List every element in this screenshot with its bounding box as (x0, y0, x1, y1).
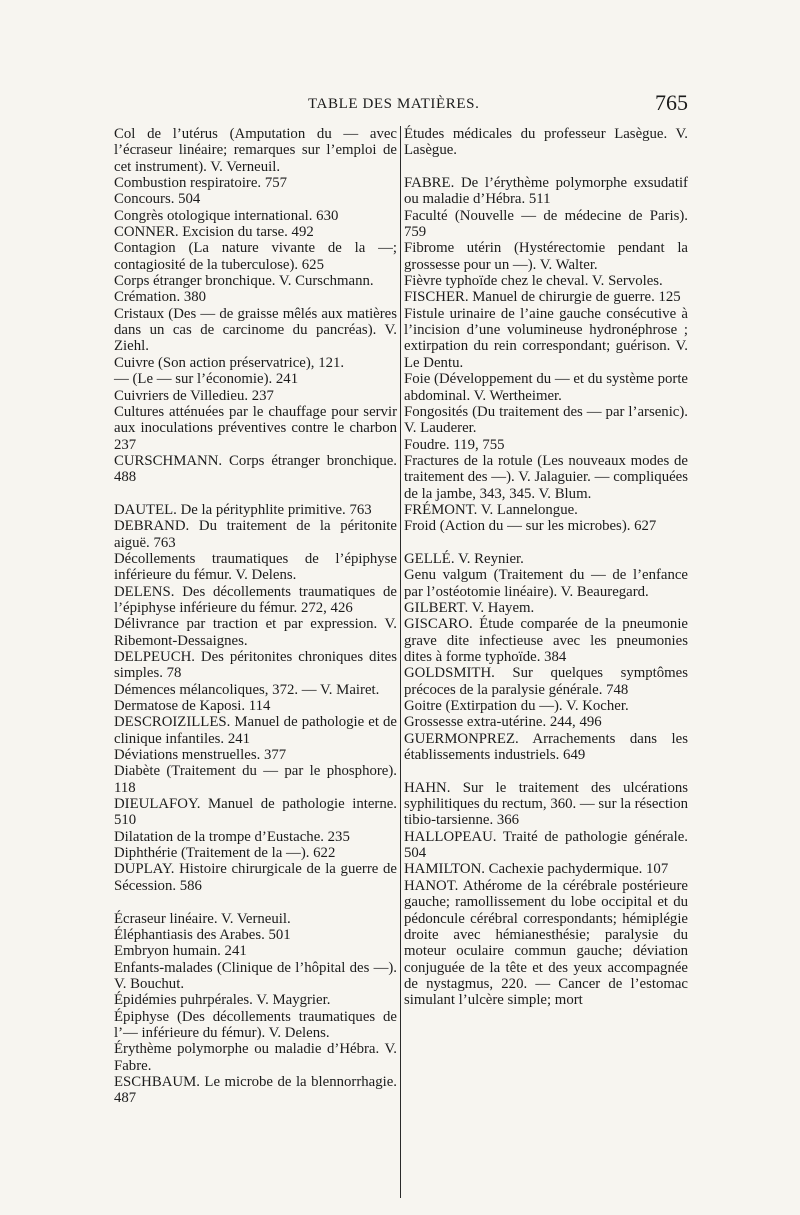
index-entry: HANOT. Athérome de la cérébrale postérieure gauche; ramollissement du lobe occipital et du pédoncule cérébral correspondants; hémiplégie droite avec hémianesthésie; paralysie du moteur oculaire commun gauche; déviation conjuguée de la tête et des yeux accompagnée de nystagmus, 220. — Cancer de l’estomac simulant l’ulcère simple; mort (404, 877, 688, 1009)
index-entry: Délivrance par traction et par expression. V. Ribemont-Dessaignes. (114, 616, 397, 649)
index-entry: Déviations menstruelles. 377 (114, 747, 287, 764)
index-entry: Concours. 504 (114, 191, 201, 208)
index-entry: Combustion respiratoire. 757 (114, 175, 288, 192)
index-entry: Fibrome utérin (Hystérectomie pendant la grossesse pour un —). V. Walter. (404, 240, 688, 273)
index-entry: Foie (Développement du — et du système porte abdominal. V. Wertheimer. (404, 371, 688, 404)
index-entry: HAMILTON. Cachexie pachydermique. 107 (404, 861, 669, 878)
index-column-right (404, 126, 688, 1009)
index-entry: DAUTEL. De la pérityphlite primitive. 763 (114, 501, 372, 518)
index-entry: Embryon humain. 241 (114, 943, 247, 960)
index-entry: Contagion (La nature vivante de la —; contagiosité de la tuberculose). 625 (114, 240, 397, 273)
index-entry: GISCARO. Étude comparée de la pneumonie grave dite infectieuse avec les pneumonies dites à forme typhoïde. 384 (404, 616, 688, 665)
index-entry: — (Le — sur l’économie). 241 (114, 371, 299, 388)
index-entry: Crémation. 380 (114, 289, 207, 306)
index-entry: Études médicales du professeur Lasègue. V. Lasègue. (404, 126, 688, 159)
index-entry: Démences mélancoliques, 372. — V. Mairet. (114, 681, 380, 698)
index-entry: Dilatation de la trompe d’Eustache. 235 (114, 828, 350, 845)
index-entry: DELENS. Des décollements traumatiques de l’épiphyse inférieure du fémur. 272, 426 (114, 583, 397, 616)
index-entry: Froid (Action du — sur les microbes). 627 (404, 518, 657, 535)
index-entry: Cristaux (Des — de graisse mêlés aux matières dans un cas de carcinome du pancréas). V. Ziehl. (114, 305, 397, 355)
section-gap (114, 486, 397, 502)
index-entry: Fistule urinaire de l’aine gauche consécutive à l’incision d’une volumineuse hydronéphrose ; extirpation du rein correspondant; guérison. V. Le Dentu. (404, 305, 688, 371)
index-entry: GOLDSMITH. Sur quelques symptômes précoces de la paralysie générale. 748 (404, 665, 688, 698)
index-entry: Érythème polymorphe ou maladie d’Hébra. V. Fabre. (114, 1041, 397, 1074)
index-entry: Faculté (Nouvelle — de médecine de Paris). 759 (404, 207, 688, 241)
index-entry: Cuivre (Son action préservatrice), 121. (114, 354, 345, 371)
section-gap (114, 894, 397, 910)
index-column-left (114, 126, 397, 1107)
running-title: TABLE DES MATIÈRES. (308, 96, 480, 112)
index-entry: Fièvre typhoïde chez le cheval. V. Servoles. (404, 273, 663, 290)
index-entry: Fractures de la rotule (Les nouveaux modes de traitement des —). V. Jalaguier. — compliquées de la jambe, 343, 345. V. Blum. (404, 452, 688, 502)
index-entry: GILBERT. V. Hayem. (404, 599, 535, 616)
index-entry: GELLÉ. V. Reynier. (404, 550, 524, 567)
index-entry: FISCHER. Manuel de chirurgie de guerre. 125 (404, 289, 681, 306)
index-entry: Congrès otologique international. 630 (114, 207, 339, 224)
index-entry: DELPEUCH. Des péritonites chroniques dites simples. 78 (114, 649, 397, 682)
index-entry: Éléphantiasis des Arabes. 501 (114, 926, 291, 943)
index-entry: Col de l’utérus (Amputation du — avec l’écraseur linéaire; remarques sur l’emploi de cet instrument). V. Verneuil. (114, 126, 397, 175)
index-entry: DEBRAND. Du traitement de la péritonite aiguë. 763 (114, 518, 397, 551)
index-entry: Diphthérie (Traitement de la —). 622 (114, 845, 336, 862)
index-entry: Enfants-malades (Clinique de l’hôpital des —). V. Bouchut. (114, 959, 397, 992)
index-entry: CONNER. Excision du tarse. 492 (114, 224, 314, 241)
index-entry: Épidémies puhrpérales. V. Maygrier. (114, 992, 331, 1009)
index-entry: CURSCHMANN. Corps étranger bronchique. 488 (114, 452, 397, 486)
index-entry: ESCHBAUM. Le microbe de la blennorrhagie. 487 (114, 1073, 397, 1107)
column-divider (400, 126, 401, 1198)
index-entry: Cuivriers de Villedieu. 237 (114, 387, 274, 404)
index-entry: HAHN. Sur le traitement des ulcérations syphilitiques du rectum, 360. — sur la résection tibio-tarsienne. 366 (404, 779, 688, 829)
index-entry: DESCROIZILLES. Manuel de pathologie et de clinique infantiles. 241 (114, 714, 397, 747)
section-gap (404, 535, 688, 551)
index-entry: Écraseur linéaire. V. Verneuil. (114, 910, 291, 927)
section-gap (404, 159, 688, 175)
index-entry: Foudre. 119, 755 (404, 436, 505, 453)
index-entry: FRÉMONT. V. Lannelongue. (404, 501, 578, 518)
index-entry: Corps étranger bronchique. V. Curschmann. (114, 273, 374, 290)
index-entry: Fongosités (Du traitement des — par l’arsenic). V. Lauderer. (404, 403, 688, 437)
index-entry: DIEULAFOY. Manuel de pathologie interne. 510 (114, 796, 397, 829)
index-entry: Goitre (Extirpation du —). V. Kocher. (404, 698, 629, 715)
index-entry: Épiphyse (Des décollements traumatiques de l’— inférieure du fémur). V. Delens. (114, 1008, 397, 1041)
section-gap (404, 763, 688, 779)
index-entry: Dermatose de Kaposi. 114 (114, 698, 271, 715)
index-entry: Diabète (Traitement du — par le phosphore). 118 (114, 763, 397, 796)
page-number: 765 (655, 90, 688, 115)
index-entry: GUERMONPREZ. Arrachements dans les établissements industriels. 649 (404, 730, 688, 764)
index-entry: Décollements traumatiques de l’épiphyse inférieure du fémur. V. Delens. (114, 550, 397, 584)
index-entry: FABRE. De l’érythème polymorphe exsudatif ou maladie d’Hébra. 511 (404, 175, 688, 208)
index-entry: HALLOPEAU. Traité de pathologie générale. 504 (404, 828, 688, 862)
index-entry: DUPLAY. Histoire chirurgicale de la guerre de Sécession. 586 (114, 861, 397, 894)
running-header (112, 90, 688, 118)
index-entry: Genu valgum (Traitement du — de l’enfance par l’ostéotomie linéaire). V. Beauregard. (404, 567, 688, 600)
index-entry: Grossesse extra-utérine. 244, 496 (404, 714, 602, 731)
index-entry: Cultures atténuées par le chauffage pour servir aux inoculations préventives contre le charbon 237 (114, 403, 397, 453)
